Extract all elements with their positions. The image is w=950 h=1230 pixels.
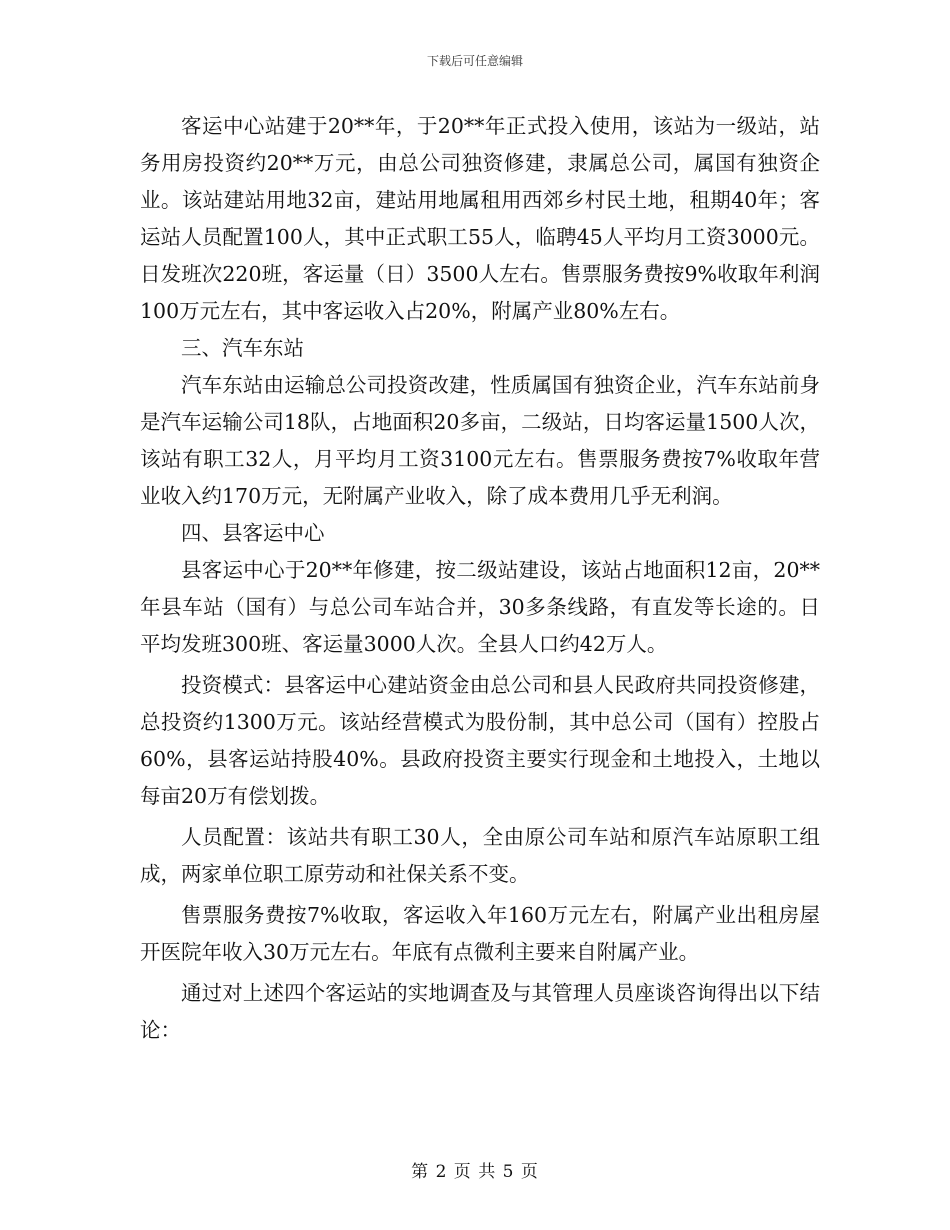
document-body: [140, 108, 820, 1049]
paragraph-passenger-center-station: 客运中心站建于20**年，于20**年正式投入使用，该站为一级站，站务用房投资约20**万元，由总公司独资修建，隶属总公司，属国有独资企业。该站建站用地32亩，建站用地属租用西郊乡村民土地，租期40年；客运站人员配置100人，其中正式职工55人，临聘45人平均月工资3000元。日发班次220班，客运量（日）3500人左右。售票服务费按9%收取年利润100万元左右，其中客运收入占20%，附属产业80%左右。: [140, 114, 820, 323]
page-header-note: 下载后可任意编辑: [426, 54, 523, 68]
section-heading-county-center: 四、县客运中心: [181, 521, 325, 545]
paragraph-investment-model: 投资模式：县客运中心建站资金由总公司和县人民政府共同投资修建，总投资约1300万元。该站经营模式为股份制，其中总公司（国有）控股占60%，县客运站持股40%。县政府投资主要实行现金和土地投入，土地以每亩20万有偿划拨。: [140, 673, 820, 808]
paragraph-ticket-fee: 售票服务费按7%收取，客运收入年160万元左右，附属产业出租房屋开医院年收入30万元左右。年底有点微利主要来自附属产业。: [140, 903, 820, 964]
paragraph-east-station: 汽车东站由运输总公司投资改建，性质属国有独资企业，汽车东站前身是汽车运输公司18队，占地面积20多亩，二级站，日均客运量1500人次，该站有职工32人，月平均月工资3100元左右。售票服务费按7%收取年营业收入约170万元，无附属产业收入，除了成本费用几乎无利润。: [140, 373, 820, 508]
page-number: 第 2 页 共 5 页: [411, 1162, 539, 1182]
paragraph-staffing: 人员配置：该站共有职工30人，全由原公司车站和原汽车站原职工组成，两家单位职工原劳动和社保关系不变。: [140, 825, 820, 886]
paragraph-county-center: 县客运中心于20**年修建，按二级站建设，该站占地面积12亩，20**年县车站（国有）与总公司车站合并，30多条线路，有直发等长途的。日平均发班300班、客运量3000人次。全县人口约42万人。: [140, 558, 820, 656]
paragraph-conclusion-intro: 通过对上述四个客运站的实地调查及与其管理人员座谈咨询得出以下结论：: [140, 981, 820, 1042]
section-heading-east-station: 三、汽车东站: [181, 336, 304, 360]
